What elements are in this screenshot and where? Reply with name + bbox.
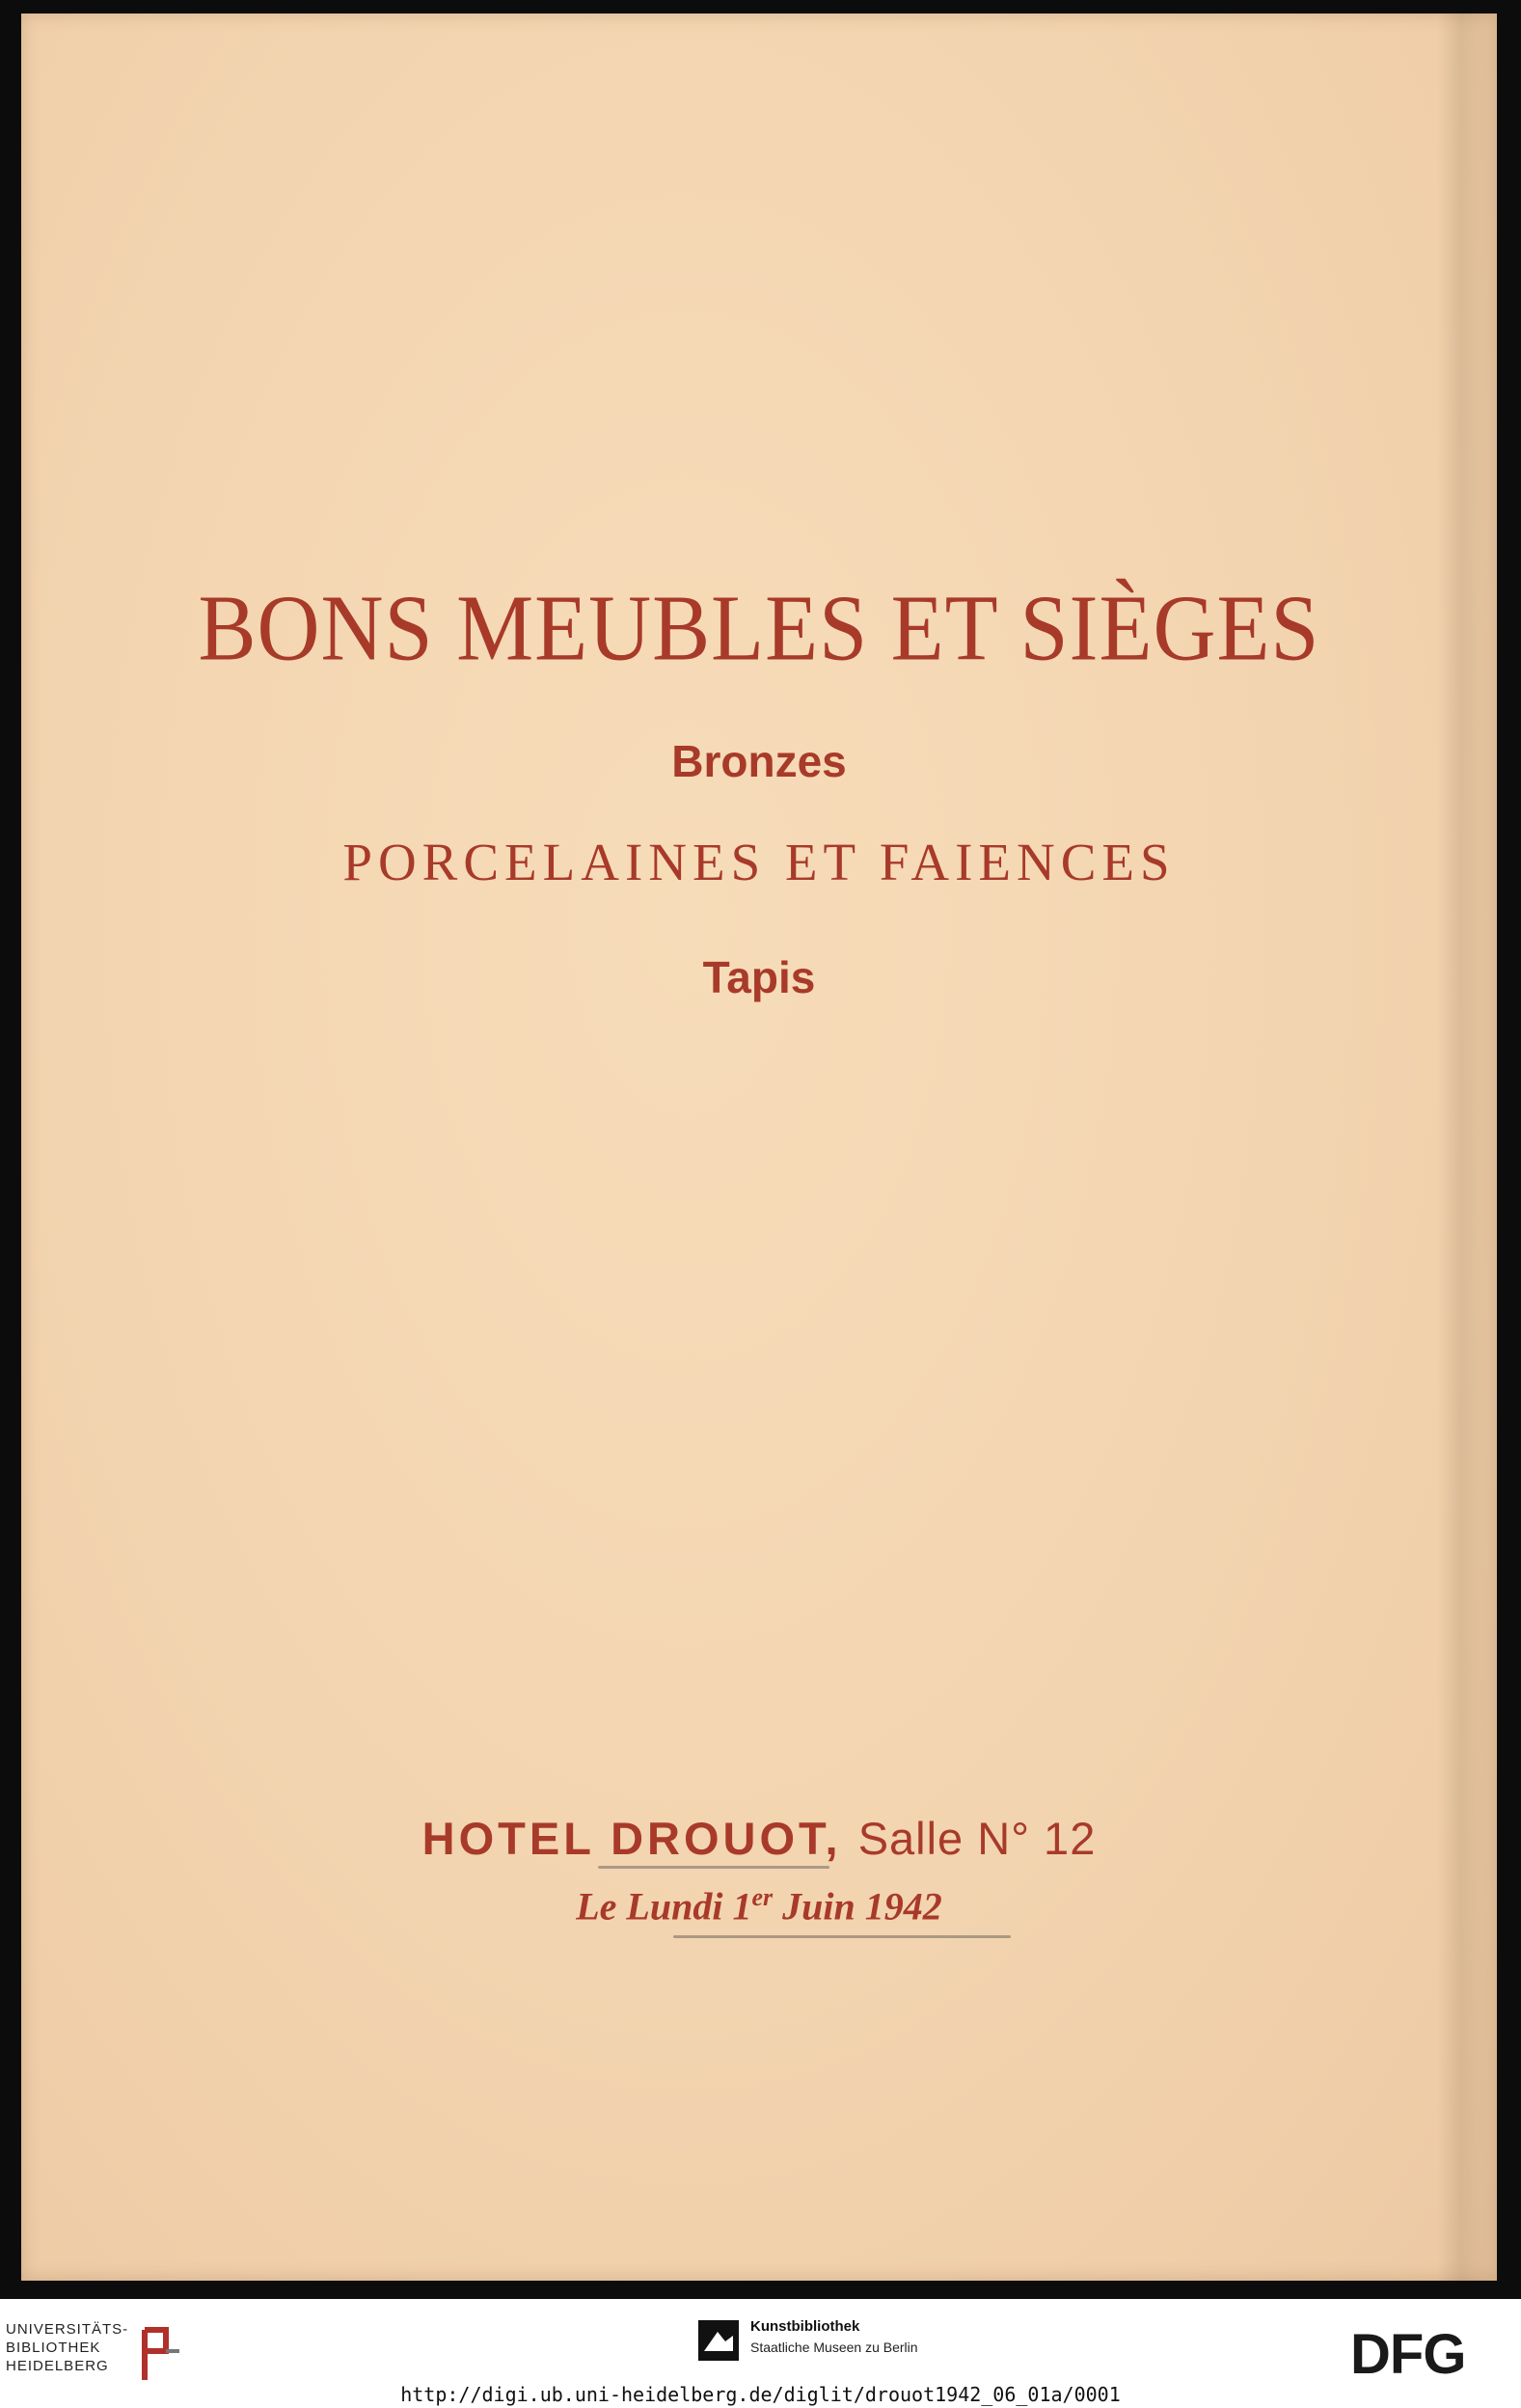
kunstbibliothek-emblem-icon	[696, 2318, 741, 2363]
subtitle-bronzes: Bronzes	[671, 736, 847, 786]
university-line-1: UNIVERSITÄTS-	[6, 2321, 129, 2338]
date-prefix: Le Lundi 1	[576, 1884, 752, 1929]
catalogue-cover	[21, 14, 1497, 2281]
date-superscript: er	[751, 1883, 774, 1911]
sale-date	[21, 1883, 1497, 1929]
university-library-logo	[6, 2320, 128, 2375]
pencil-underline-venue	[598, 1866, 829, 1869]
catalogue-title: BONS MEUBLES ET SIÈGES	[198, 577, 1320, 680]
pencil-underline-date	[673, 1935, 1011, 1938]
venue-room: Salle N° 12	[857, 1813, 1097, 1864]
subtitle-porcelaines: PORCELAINES ET FAIENCES	[342, 833, 1176, 891]
venue-line	[21, 1812, 1497, 1865]
subtitle-tapis: Tapis	[702, 952, 816, 1002]
dfg-logo: DFG	[1350, 2323, 1466, 2386]
date-suffix: Juin 1942	[782, 1884, 942, 1929]
kunstbibliothek-title: Kunstbibliothek	[750, 2318, 860, 2335]
university-line-2: BIBLIOTHEK	[6, 2340, 101, 2356]
source-url[interactable]: http://digi.ub.uni-heidelberg.de/diglit/drouot1942_06_01a/0001	[400, 2383, 1121, 2406]
heidelberg-emblem-icon	[137, 2326, 185, 2384]
venue-name: HOTEL DROUOT,	[421, 1813, 842, 1864]
kunstbibliothek-subtitle: Staatliche Museen zu Berlin	[750, 2340, 918, 2355]
university-line-3: HEIDELBERG	[6, 2358, 109, 2374]
cover-fold-shadow	[1437, 14, 1497, 2281]
